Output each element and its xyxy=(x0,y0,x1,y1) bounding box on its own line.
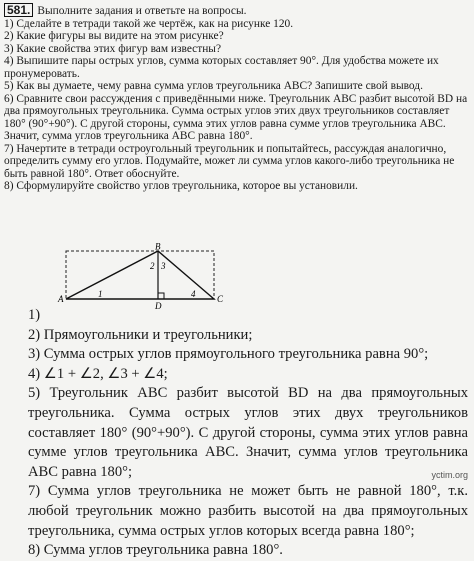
task-number: 581. xyxy=(4,3,33,17)
task-item: 8) Сформулируйте свойство углов треугольника, которое вы установили. xyxy=(4,180,358,192)
task-item: 6) Сравните свои рассуждения с приведёнными ниже. Треугольник ABC разбит высотой BD на два прямоугольных треугольника. Сумма острых углов этих двух треугольников составляет 180° (90°+90°). С другой стороны, сумма этих углов равна сумме углов треугольника ABC. Значит, сумма углов треугольника ABC равна 180°. xyxy=(4,92,468,142)
label-d: D xyxy=(155,301,162,311)
task-text xyxy=(4,3,470,193)
answer-item: 1) xyxy=(28,307,41,323)
angle-1-label: 1 xyxy=(98,289,103,299)
answer-item: 3) Сумма острых углов прямоугольного треугольника равна 90°; xyxy=(28,346,429,363)
task-item: 2) Какие фигуры вы видите на этом рисунке? xyxy=(4,30,224,42)
label-a: A xyxy=(58,294,64,304)
angle-2-label: 2 xyxy=(150,261,155,271)
task-item: 4) Выпишите пары острых углов, сумма которых составляет 90°. Для удобства можете их пронумеровать. xyxy=(4,55,439,80)
label-c: C xyxy=(217,294,224,304)
answer-item: 7) Сумма углов треугольника не может быть не равной 180°, т.к. любой треугольник можно разбить высотой на два прямоугольных треугольника, сумма острых углов которых всегда равна 180°; xyxy=(28,483,468,539)
task-item: 5) Как вы думаете, чему равна сумма углов треугольника ABC? Запишите свой вывод. xyxy=(4,80,423,92)
task-item: 3) Какие свойства этих фигур вам известны? xyxy=(4,42,222,55)
answer-item: 4) ∠1 + ∠2, ∠3 + ∠4; xyxy=(28,365,168,382)
label-b: B xyxy=(155,241,161,252)
angle-3-label: 3 xyxy=(161,261,166,271)
triangle-figure xyxy=(58,241,228,311)
watermark: yctim.org xyxy=(431,470,468,480)
task-intro xyxy=(4,3,470,18)
answer-item: 5) Треугольник ABC разбит высотой BD на два прямоугольных треугольника. Сумма острых углов этих двух треугольников составляет 180° (90°+90°). С другой стороны, сумма этих углов равна сумме углов треугольника ABC. Значит, сумма углов треугольника ABC равна 180°; xyxy=(28,385,468,480)
task-item: 1) Сделайте в тетради такой же чертёж, как на рисунке 120. xyxy=(4,17,294,30)
answers xyxy=(28,306,468,561)
answer-item: 8) Сумма углов треугольника равна 180°. xyxy=(28,542,283,559)
task-intro-text: Выполните задания и ответьте на вопросы. xyxy=(37,5,247,17)
angle-4-label: 4 xyxy=(191,289,196,299)
right-angle-mark xyxy=(158,293,164,299)
answer-item: 2) Прямоугольники и треугольники; xyxy=(28,326,253,343)
task-item: 7) Начертите в тетради остроугольный треугольник и попытайтесь, рассуждая аналогично, определить сумму его углов. Подумайте, может ли сумма углов какого-либо треугольника не быть равной 180°. Ответ обоснуйте. xyxy=(4,142,455,180)
